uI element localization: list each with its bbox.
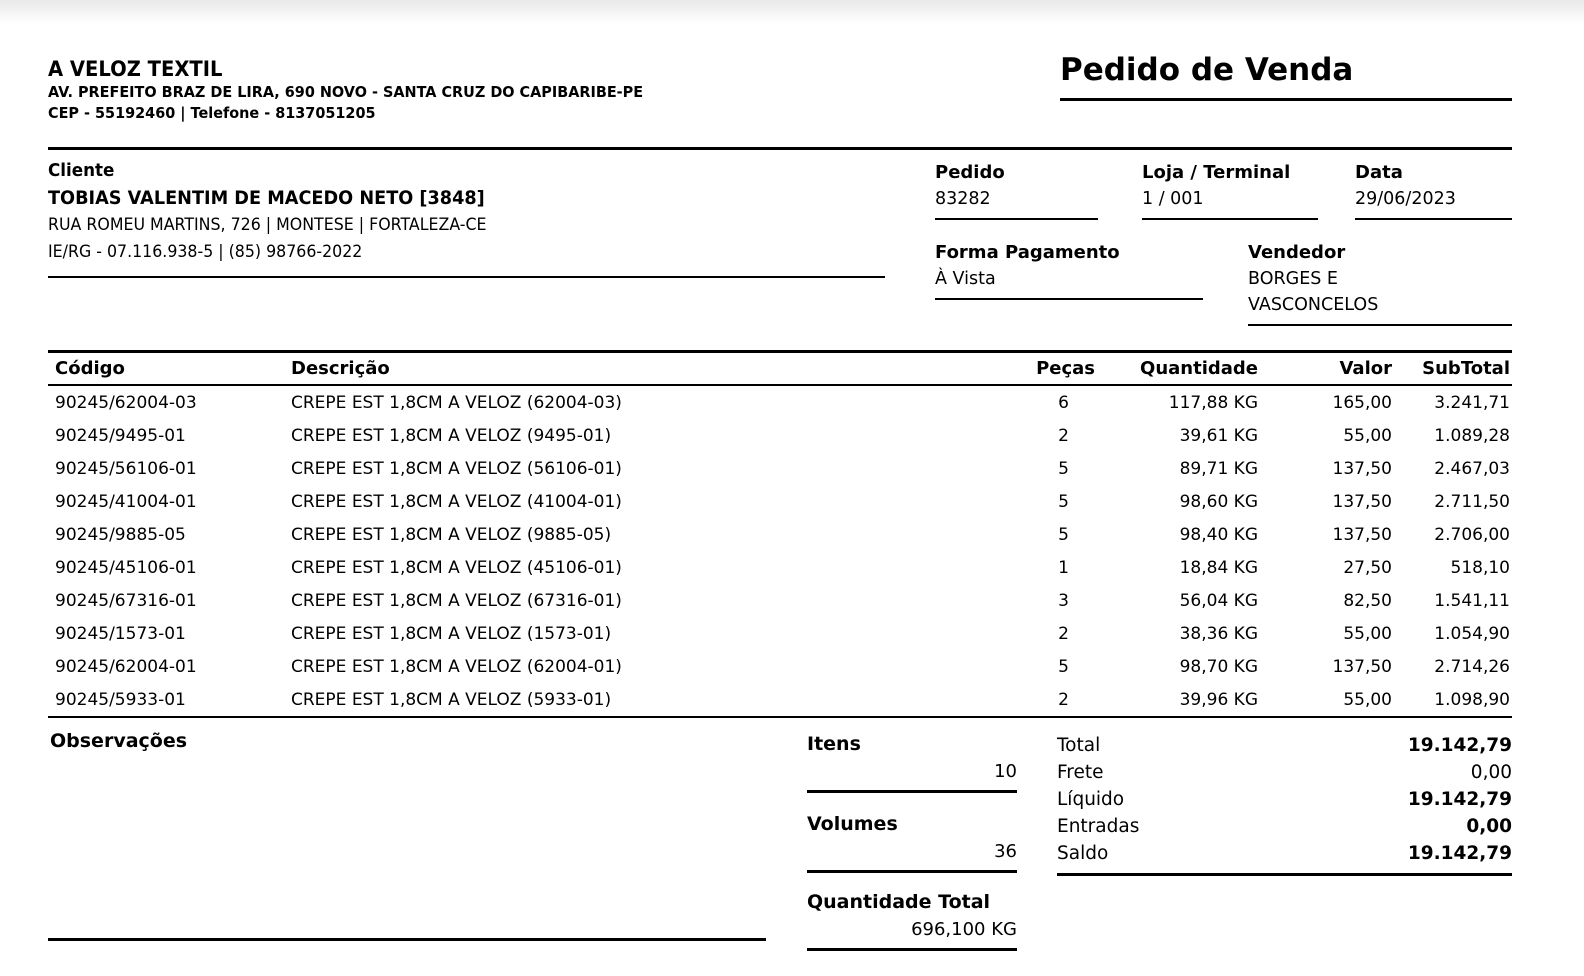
cell-pecas: 5: [1058, 524, 1069, 545]
col-header-codigo: Código: [55, 358, 125, 379]
entradas-value: 0,00: [1466, 816, 1512, 837]
liquido-label: Líquido: [1057, 789, 1125, 810]
total-row: [1057, 732, 1512, 759]
items-table-body: [48, 386, 1512, 718]
cell-subtotal: 2.714,26: [1434, 656, 1510, 677]
vendedor-label: Vendedor: [1248, 242, 1346, 263]
cell-quantidade: 89,71 KG: [1179, 458, 1258, 479]
cell-descricao: CREPE EST 1,8CM A VELOZ (9495-01): [291, 425, 612, 446]
frete-row: [1057, 759, 1512, 786]
items-table: [48, 350, 1512, 718]
page-title: Pedido de Venda: [1060, 52, 1512, 101]
client-name: TOBIAS VALENTIM DE MACEDO NETO [3848]: [48, 187, 485, 209]
cell-descricao: CREPE EST 1,8CM A VELOZ (56106-01): [291, 458, 622, 479]
cell-descricao: CREPE EST 1,8CM A VELOZ (5933-01): [291, 689, 612, 710]
top-gradient-shade: [0, 0, 1584, 26]
field-pedido: [935, 160, 1098, 220]
client-ie-rg: IE/RG - 07.116.938-5 | (85) 98766-2022: [48, 242, 363, 262]
cell-descricao: CREPE EST 1,8CM A VELOZ (62004-01): [291, 656, 622, 677]
company-header: [48, 56, 688, 124]
field-loja-terminal: [1142, 160, 1318, 220]
table-row: [48, 617, 1512, 650]
pedido-value: 83282: [935, 189, 991, 209]
cell-descricao: CREPE EST 1,8CM A VELOZ (67316-01): [291, 590, 622, 611]
table-row: [48, 683, 1512, 716]
cell-subtotal: 1.541,11: [1434, 590, 1510, 611]
col-header-pecas: Peças: [1036, 358, 1095, 379]
table-row: [48, 452, 1512, 485]
cell-descricao: CREPE EST 1,8CM A VELOZ (9885-05): [291, 524, 612, 545]
data-value: 29/06/2023: [1355, 189, 1456, 209]
col-header-valor: Valor: [1339, 358, 1392, 379]
cell-subtotal: 1.054,90: [1434, 623, 1510, 644]
cell-pecas: 2: [1058, 689, 1069, 710]
liquido-row: [1057, 786, 1512, 813]
cell-codigo: 90245/62004-03: [55, 392, 197, 413]
cell-codigo: 90245/56106-01: [55, 458, 197, 479]
cell-valor: 137,50: [1332, 524, 1392, 545]
cell-quantidade: 18,84 KG: [1179, 557, 1258, 578]
cell-pecas: 1: [1058, 557, 1069, 578]
liquido-value: 19.142,79: [1407, 789, 1512, 810]
cell-quantidade: 117,88 KG: [1168, 392, 1258, 413]
cell-pecas: 5: [1058, 656, 1069, 677]
cell-quantidade: 39,61 KG: [1179, 425, 1258, 446]
table-row: [48, 518, 1512, 551]
data-label: Data: [1355, 162, 1403, 183]
cell-subtotal: 2.711,50: [1434, 491, 1510, 512]
cell-subtotal: 1.089,28: [1434, 425, 1510, 446]
cell-quantidade: 39,96 KG: [1179, 689, 1258, 710]
cell-codigo: 90245/67316-01: [55, 590, 197, 611]
cell-codigo: 90245/9885-05: [55, 524, 186, 545]
cell-valor: 55,00: [1343, 623, 1392, 644]
quantidade-total-label: Quantidade Total: [807, 891, 991, 913]
entradas-row: [1057, 813, 1512, 840]
cell-valor: 82,50: [1343, 590, 1392, 611]
items-table-header: [48, 350, 1512, 386]
table-row: [48, 419, 1512, 452]
cell-valor: 165,00: [1332, 392, 1392, 413]
volumes-value: 36: [994, 841, 1017, 862]
cell-subtotal: 2.467,03: [1434, 458, 1510, 479]
cell-descricao: CREPE EST 1,8CM A VELOZ (62004-03): [291, 392, 622, 413]
cell-quantidade: 98,60 KG: [1179, 491, 1258, 512]
cell-codigo: 90245/1573-01: [55, 623, 186, 644]
header-divider: [48, 147, 1512, 150]
company-cep-phone: CEP - 55192460 | Telefone - 8137051205: [48, 104, 376, 122]
cell-valor: 137,50: [1332, 458, 1392, 479]
cell-codigo: 90245/9495-01: [55, 425, 186, 446]
company-address: AV. PREFEITO BRAZ DE LIRA, 690 NOVO - SANTA CRUZ DO CAPIBARIBE-PE: [48, 83, 644, 101]
pedido-label: Pedido: [935, 162, 1005, 183]
loja-terminal-value: 1 / 001: [1142, 189, 1204, 209]
table-row: [48, 485, 1512, 518]
observacoes-underline: [48, 938, 766, 941]
field-vendedor: [1248, 240, 1512, 326]
field-data: [1355, 160, 1512, 220]
total-label: Total: [1057, 735, 1101, 756]
table-row: [48, 386, 1512, 419]
cell-descricao: CREPE EST 1,8CM A VELOZ (41004-01): [291, 491, 622, 512]
cell-descricao: CREPE EST 1,8CM A VELOZ (1573-01): [291, 623, 612, 644]
table-row: [48, 650, 1512, 683]
cell-pecas: 2: [1058, 425, 1069, 446]
company-name: A VELOZ TEXTIL: [48, 57, 223, 81]
cell-codigo: 90245/5933-01: [55, 689, 186, 710]
cell-codigo: 90245/62004-01: [55, 656, 197, 677]
cell-subtotal: 2.706,00: [1434, 524, 1510, 545]
cell-subtotal: 1.098,90: [1434, 689, 1510, 710]
cell-quantidade: 56,04 KG: [1179, 590, 1258, 611]
cell-valor: 137,50: [1332, 656, 1392, 677]
cell-valor: 55,00: [1343, 425, 1392, 446]
client-address: RUA ROMEU MARTINS, 726 | MONTESE | FORTALEZA-CE: [48, 215, 487, 235]
saldo-label: Saldo: [1057, 843, 1109, 864]
itens-label: Itens: [807, 733, 861, 755]
table-row: [48, 551, 1512, 584]
cell-pecas: 5: [1058, 491, 1069, 512]
vendedor-value-line2: VASCONCELOS: [1248, 295, 1379, 315]
col-header-subtotal: SubTotal: [1422, 358, 1510, 379]
cell-valor: 55,00: [1343, 689, 1392, 710]
cell-subtotal: 3.241,71: [1434, 392, 1510, 413]
cell-quantidade: 98,40 KG: [1179, 524, 1258, 545]
loja-terminal-label: Loja / Terminal: [1142, 162, 1291, 183]
cell-pecas: 3: [1058, 590, 1069, 611]
field-forma-pagamento: [935, 240, 1203, 300]
client-section: [48, 157, 885, 278]
volumes-box: [807, 810, 1017, 873]
cell-valor: 27,50: [1343, 557, 1392, 578]
quantidade-total-box: [807, 888, 1017, 951]
volumes-label: Volumes: [807, 813, 898, 835]
total-value: 19.142,79: [1407, 735, 1512, 756]
col-header-quantidade: Quantidade: [1140, 358, 1258, 379]
cell-quantidade: 38,36 KG: [1179, 623, 1258, 644]
forma-pagamento-value: À Vista: [935, 269, 996, 289]
vendedor-value-line1: BORGES E: [1248, 269, 1338, 289]
cell-descricao: CREPE EST 1,8CM A VELOZ (45106-01): [291, 557, 622, 578]
entradas-label: Entradas: [1057, 816, 1140, 837]
itens-value: 10: [994, 761, 1017, 782]
cell-codigo: 90245/41004-01: [55, 491, 197, 512]
cell-quantidade: 98,70 KG: [1179, 656, 1258, 677]
cell-pecas: 2: [1058, 623, 1069, 644]
cell-codigo: 90245/45106-01: [55, 557, 197, 578]
cell-pecas: 6: [1058, 392, 1069, 413]
frete-value: 0,00: [1470, 762, 1512, 783]
client-label: Cliente: [48, 160, 115, 181]
cell-pecas: 5: [1058, 458, 1069, 479]
table-row: [48, 584, 1512, 617]
cell-subtotal: 518,10: [1450, 557, 1510, 578]
totals-box: [1057, 732, 1512, 876]
frete-label: Frete: [1057, 762, 1104, 783]
col-header-descricao: Descrição: [291, 358, 390, 379]
saldo-value: 19.142,79: [1407, 843, 1512, 864]
saldo-row: [1057, 840, 1512, 867]
forma-pagamento-label: Forma Pagamento: [935, 242, 1120, 263]
itens-box: [807, 730, 1017, 793]
observacoes-label: Observações: [50, 730, 188, 752]
cell-valor: 137,50: [1332, 491, 1392, 512]
quantidade-total-value: 696,100 KG: [911, 919, 1017, 940]
